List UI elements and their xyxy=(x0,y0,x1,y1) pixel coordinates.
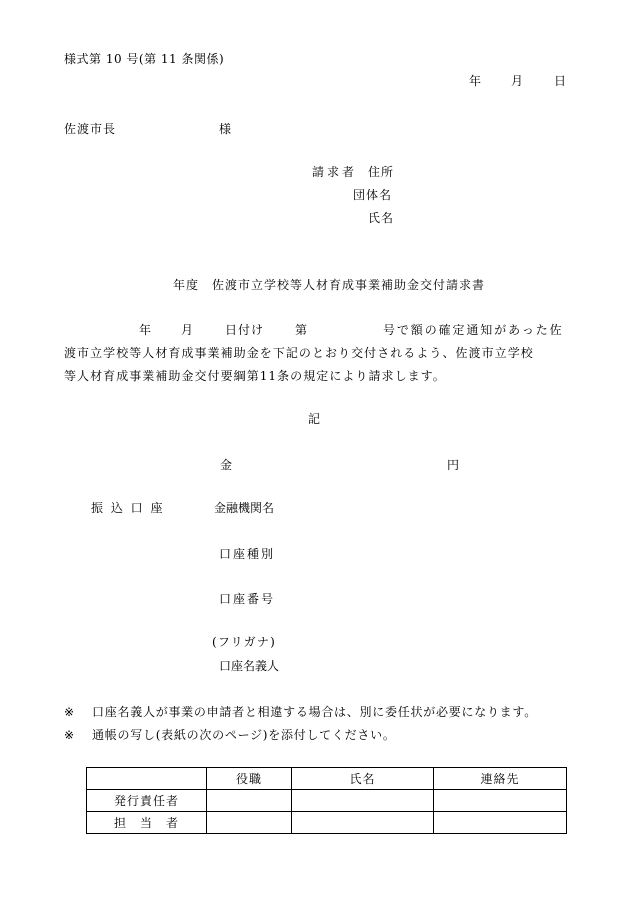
body-line3: 等人材育成事業補助金交付要綱第11条の規定により請求します。 xyxy=(64,369,446,383)
table-cell[interactable] xyxy=(292,790,434,812)
amount-label: 金 xyxy=(220,458,233,472)
requester-organization-label: 団体名 xyxy=(353,188,393,202)
table-header-cell: 役職 xyxy=(207,768,292,790)
account-number-label: 口座番号 xyxy=(219,592,276,606)
date-month: 月 xyxy=(511,74,524,88)
table-row xyxy=(87,812,567,834)
requester-label: 請求者 xyxy=(312,165,358,179)
body-month: 月 xyxy=(181,323,194,337)
bank-name-label: 金融機関名 xyxy=(214,501,275,515)
body-line1-tail: 号で額の確定通知があった佐 xyxy=(383,323,564,337)
table-header-cell xyxy=(87,768,207,790)
requester-name-label: 氏名 xyxy=(368,211,395,225)
body-number-prefix: 第 xyxy=(295,323,308,337)
table-cell[interactable] xyxy=(207,790,292,812)
note-mark: ※ xyxy=(64,705,75,719)
table-cell[interactable] xyxy=(434,812,567,834)
table-cell[interactable] xyxy=(434,790,567,812)
document-title: 年度 佐渡市立学校等人材育成事業補助金交付請求書 xyxy=(173,278,486,292)
furigana-label: (フリガナ) xyxy=(212,635,276,649)
table-row xyxy=(87,790,567,812)
addressee-honorific: 様 xyxy=(219,122,232,136)
table-cell[interactable] xyxy=(207,812,292,834)
body-year: 年 xyxy=(139,323,152,337)
contact-table xyxy=(86,767,567,834)
account-type-label: 口座種別 xyxy=(219,547,276,561)
date-day: 日 xyxy=(554,74,567,88)
note-mark: ※ xyxy=(64,728,75,742)
table-row-label: 担 当 者 xyxy=(87,812,207,834)
form-number: 様式第 10 号(第 11 条関係) xyxy=(64,52,225,66)
table-header-cell: 氏名 xyxy=(292,768,434,790)
body-date-suffix: 日付け xyxy=(225,323,265,337)
table-row-label: 発行責任者 xyxy=(87,790,207,812)
table-header-cell: 連絡先 xyxy=(434,768,567,790)
requester-address-label: 住所 xyxy=(368,165,395,179)
note-text: 通帳の写し(表紙の次のページ)を添付してください。 xyxy=(92,728,396,742)
table-header-row xyxy=(87,768,567,790)
account-holder-label: 口座名義人 xyxy=(219,659,280,673)
addressee-title: 佐渡市長 xyxy=(64,122,117,136)
body-line2: 渡市立学校等人材育成事業補助金を下記のとおり交付されるよう、佐渡市立学校 xyxy=(64,346,534,360)
table-cell[interactable] xyxy=(292,812,434,834)
amount-unit: 円 xyxy=(447,458,460,472)
bank-section-label: 振 込 口 座 xyxy=(91,501,165,515)
note-text: 口座名義人が事業の申請者と相違する場合は、別に委任状が必要になります。 xyxy=(92,705,537,719)
date-year: 年 xyxy=(469,74,482,88)
ki-heading: 記 xyxy=(308,412,321,426)
